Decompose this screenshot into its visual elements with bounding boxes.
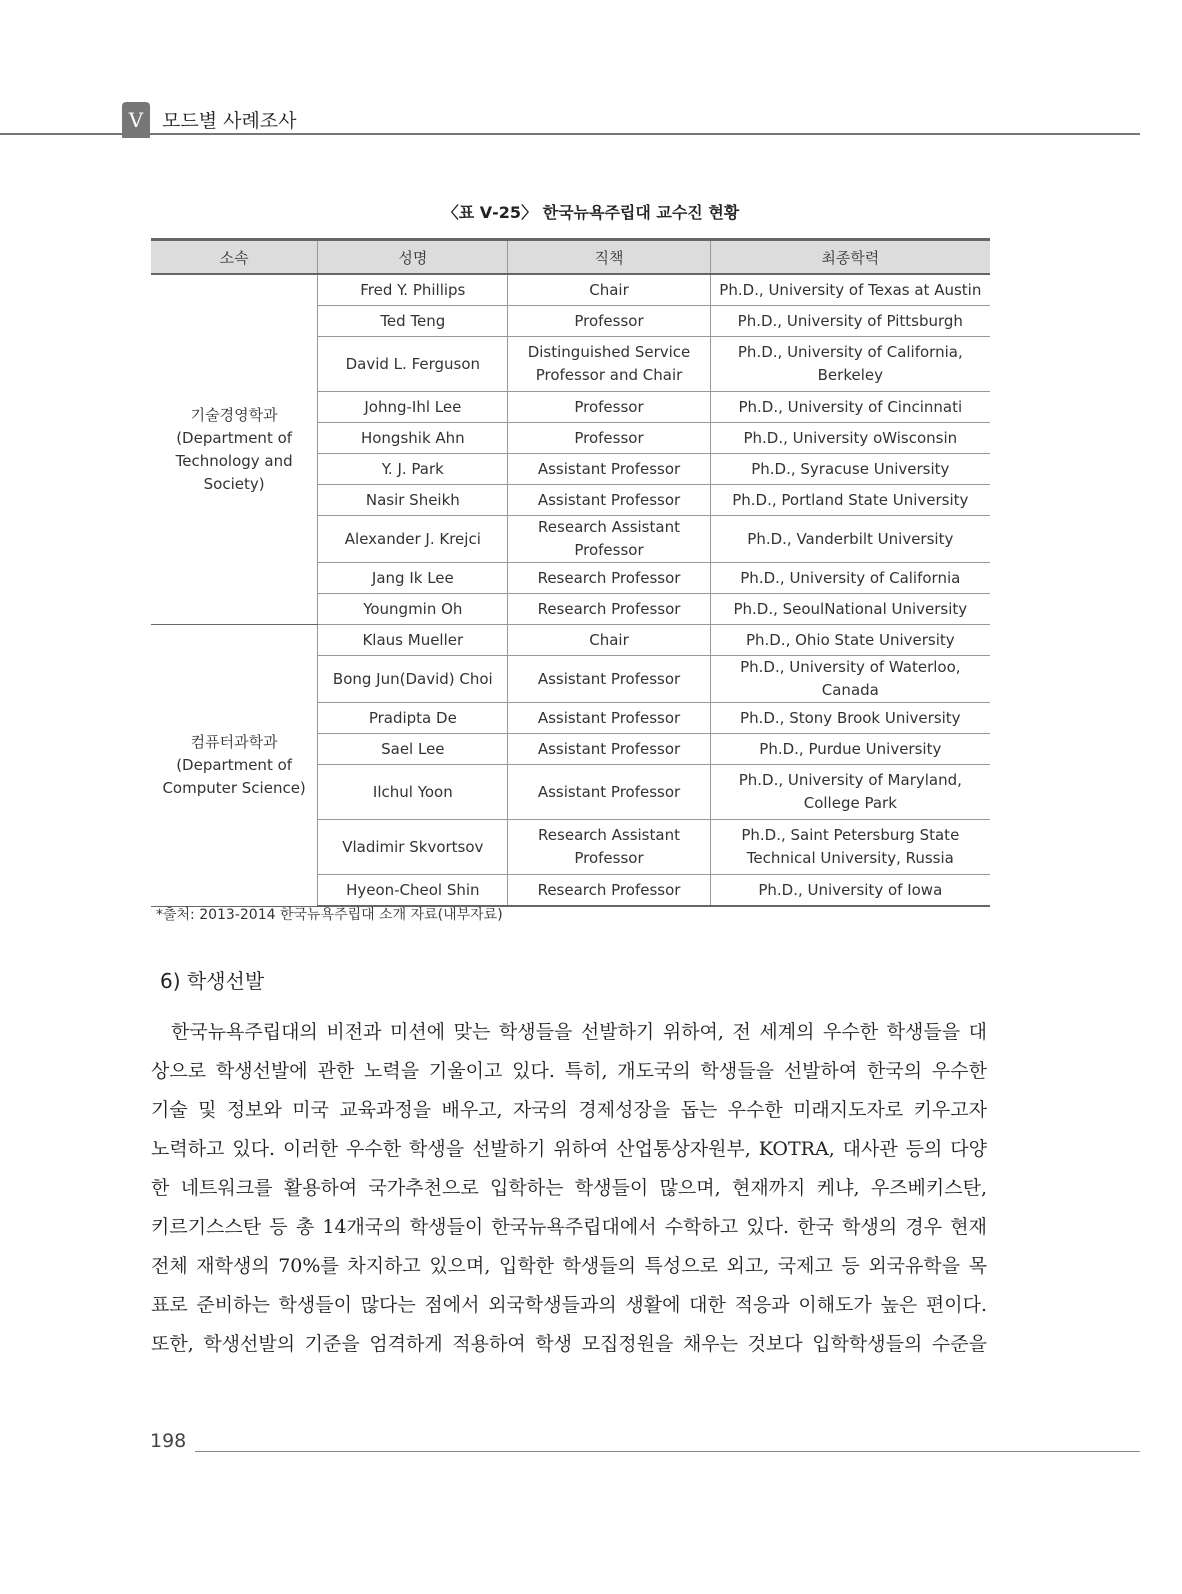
table-row (151, 625, 990, 656)
header-divider (0, 133, 1140, 135)
footer-divider (195, 1451, 1140, 1452)
name-cell: Vladimir Skvortsov (318, 820, 508, 875)
position-cell: Research Assistant Professor (508, 820, 710, 875)
degree-cell: Ph.D., University of Maryland, College Park (710, 765, 990, 820)
position-cell: Assistant Professor (508, 734, 710, 765)
position-cell: Research Professor (508, 563, 710, 594)
name-cell: Ilchul Yoon (318, 765, 508, 820)
degree-cell: Ph.D., University of California (710, 563, 990, 594)
name-cell: Hyeon-Cheol Shin (318, 875, 508, 907)
paragraph-line: 기술 및 정보와 미국 교육과정을 배우고, 자국의 경제성장을 돕는 우수한 미래지도자로 키우고자 (151, 1099, 987, 1121)
table-title: 〈표 Ⅴ-25〉 한국뉴욕주립대 교수진 현황 (442, 203, 740, 222)
degree-cell: Ph.D., Vanderbilt University (710, 516, 990, 563)
table-row (151, 274, 990, 306)
section-title: 6) 학생선발 (160, 969, 265, 993)
degree-cell: Ph.D., Ohio State University (710, 625, 990, 656)
name-cell: Youngmin Oh (318, 594, 508, 625)
name-cell: Johng-Ihl Lee (318, 392, 508, 423)
department-cell: 컴퓨터과학과 (Department of Computer Science) (151, 625, 318, 907)
position-cell: Assistant Professor (508, 765, 710, 820)
department-cell: 기술경영학과 (Department of Technology and Society) (151, 274, 318, 625)
position-cell: Chair (508, 274, 710, 306)
name-cell: Sael Lee (318, 734, 508, 765)
name-cell: Alexander J. Krejci (318, 516, 508, 563)
name-cell: Y. J. Park (318, 454, 508, 485)
column-header: 소속 (151, 240, 318, 275)
degree-cell: Ph.D., University of Waterloo, Canada (710, 656, 990, 703)
degree-cell: Ph.D., University of Iowa (710, 875, 990, 907)
paragraph-line: 전체 재학생의 70%를 차지하고 있으며, 입학한 학생들의 특성으로 외고, 국제고 등 외국유학을 목 (151, 1255, 987, 1277)
name-cell: Jang Ik Lee (318, 563, 508, 594)
body-paragraph (151, 1016, 987, 1367)
name-cell: Hongshik Ahn (318, 423, 508, 454)
degree-cell: Ph.D., University of California, Berkeley (710, 337, 990, 392)
position-cell: Research Professor (508, 875, 710, 907)
degree-cell: Ph.D., Syracuse University (710, 454, 990, 485)
column-header: 성명 (318, 240, 508, 275)
degree-cell: Ph.D., Purdue University (710, 734, 990, 765)
table-source: *출처: 2013-2014 한국뉴욕주립대 소개 자료(내부자료) (156, 907, 503, 923)
position-cell: Research Assistant Professor (508, 516, 710, 563)
position-cell: Assistant Professor (508, 485, 710, 516)
paragraph-line: 표로 준비하는 학생들이 많다는 점에서 외국학생들과의 생활에 대한 적응과 이해도가 높은 편이다. (151, 1294, 987, 1316)
column-header: 최종학력 (710, 240, 990, 275)
chapter-badge: V (122, 102, 150, 138)
column-header: 직책 (508, 240, 710, 275)
chapter-title: 모드별 사례조사 (162, 110, 297, 132)
position-cell: Assistant Professor (508, 454, 710, 485)
position-cell: Research Professor (508, 594, 710, 625)
degree-cell: Ph.D., Stony Brook University (710, 703, 990, 734)
degree-cell: Ph.D., University of Pittsburgh (710, 306, 990, 337)
position-cell: Assistant Professor (508, 703, 710, 734)
paragraph-line: 노력하고 있다. 이러한 우수한 학생을 선발하기 위하여 산업통상자원부, KOTRA, 대사관 등의 다양 (151, 1138, 987, 1160)
position-cell: Professor (508, 392, 710, 423)
faculty-table (151, 238, 990, 907)
position-cell: Professor (508, 423, 710, 454)
name-cell: Ted Teng (318, 306, 508, 337)
name-cell: David L. Ferguson (318, 337, 508, 392)
position-cell: Assistant Professor (508, 656, 710, 703)
position-cell: Professor (508, 306, 710, 337)
paragraph-line: 또한, 학생선발의 기준을 엄격하게 적용하여 학생 모집정원을 채우는 것보다 입학학생들의 수준을 (151, 1333, 987, 1355)
name-cell: Bong Jun(David) Choi (318, 656, 508, 703)
degree-cell: Ph.D., SeoulNational University (710, 594, 990, 625)
name-cell: Fred Y. Phillips (318, 274, 508, 306)
position-cell: Chair (508, 625, 710, 656)
page-number: 198 (150, 1430, 187, 1452)
degree-cell: Ph.D., Portland State University (710, 485, 990, 516)
degree-cell: Ph.D., University of Texas at Austin (710, 274, 990, 306)
paragraph-line: 키르기스스탄 등 총 14개국의 학생들이 한국뉴욕주립대에서 수학하고 있다. 한국 학생의 경우 현재 (151, 1216, 987, 1238)
degree-cell: Ph.D., Saint Petersburg State Technical University, Russia (710, 820, 990, 875)
name-cell: Nasir Sheikh (318, 485, 508, 516)
name-cell: Klaus Mueller (318, 625, 508, 656)
paragraph-line: 한국뉴욕주립대의 비전과 미션에 맞는 학생들을 선발하기 위하여, 전 세계의 우수한 학생들을 대 (171, 1021, 987, 1043)
position-cell: Distinguished Service Professor and Chair (508, 337, 710, 392)
paragraph-line: 상으로 학생선발에 관한 노력을 기울이고 있다. 특히, 개도국의 학생들을 선발하여 한국의 우수한 (151, 1060, 987, 1082)
degree-cell: Ph.D., University of Cincinnati (710, 392, 990, 423)
name-cell: Pradipta De (318, 703, 508, 734)
table-header-row (151, 240, 990, 275)
paragraph-line: 한 네트워크를 활용하여 국가추천으로 입학하는 학생들이 많으며, 현재까지 케냐, 우즈베키스탄, (151, 1177, 987, 1199)
degree-cell: Ph.D., University oWisconsin (710, 423, 990, 454)
